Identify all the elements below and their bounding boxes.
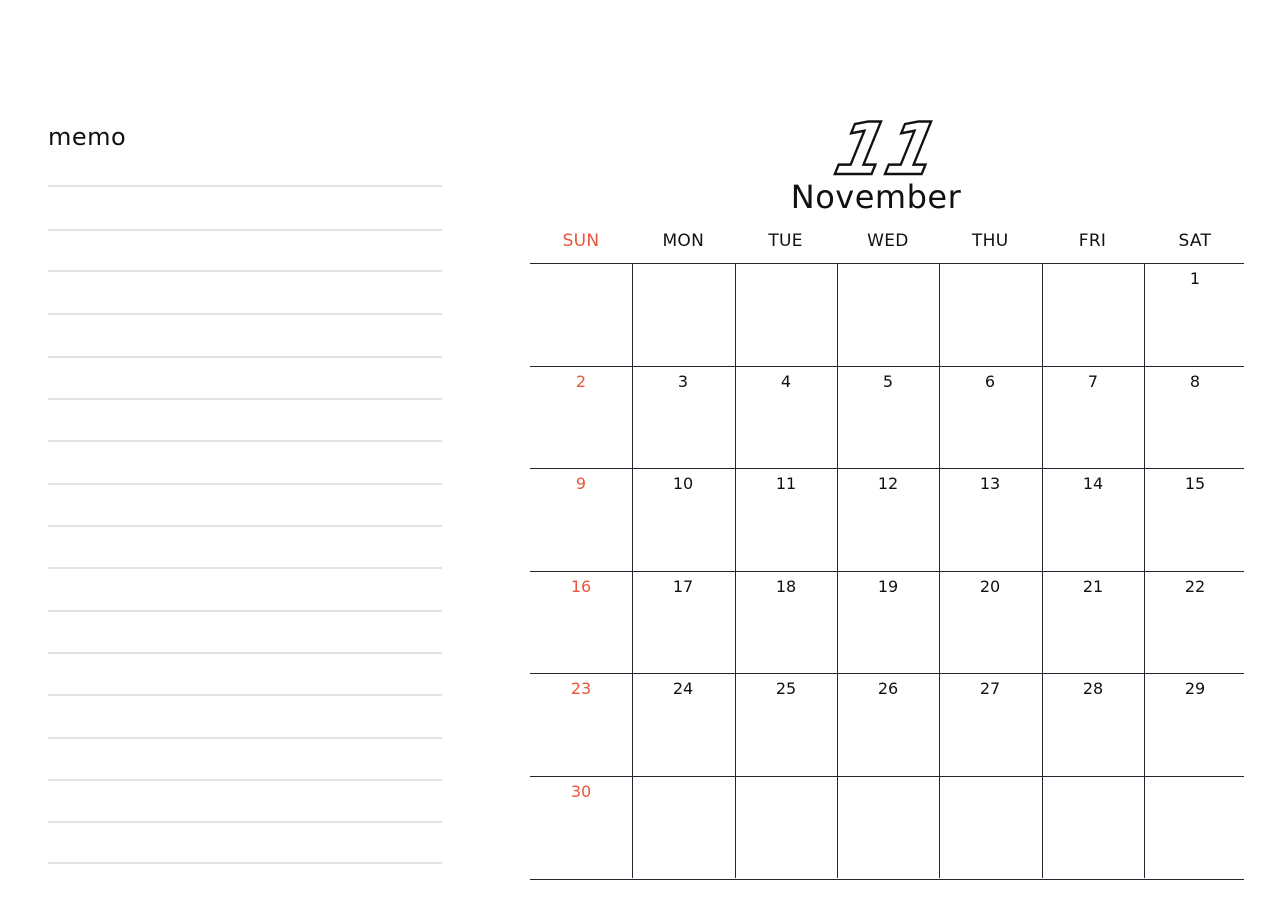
day-number: 1 <box>1189 269 1201 288</box>
day-number: 20 <box>979 577 1001 596</box>
day-number: 3 <box>677 372 689 391</box>
day-cell-23[interactable] <box>530 673 632 775</box>
day-number: 7 <box>1087 372 1099 391</box>
memo-line <box>48 567 442 569</box>
day-number: 17 <box>672 577 694 596</box>
memo-line <box>48 313 442 315</box>
day-cell-empty <box>632 263 734 365</box>
day-cell-empty <box>837 776 939 878</box>
weekday-sat: SAT <box>1178 231 1212 251</box>
day-cell-28[interactable] <box>1042 673 1144 775</box>
weekday-fri: FRI <box>1078 231 1107 251</box>
day-number: 23 <box>570 679 592 698</box>
day-number: 15 <box>1184 474 1206 493</box>
day-number: 24 <box>672 679 694 698</box>
day-number: 18 <box>775 577 797 596</box>
day-number: 29 <box>1184 679 1206 698</box>
day-cell-2[interactable] <box>530 366 632 468</box>
day-cell-4[interactable] <box>735 366 837 468</box>
memo-line <box>48 185 442 187</box>
weekday-tue: TUE <box>768 231 803 251</box>
day-number: 27 <box>979 679 1001 698</box>
memo-line <box>48 737 442 739</box>
day-number: 16 <box>570 577 592 596</box>
day-cell-6[interactable] <box>939 366 1041 468</box>
month-number: 11 <box>827 107 946 192</box>
memo-lines <box>48 0 442 916</box>
month-name: November <box>790 178 962 216</box>
day-cell-20[interactable] <box>939 571 1041 673</box>
day-cell-7[interactable] <box>1042 366 1144 468</box>
day-cell-29[interactable] <box>1144 673 1246 775</box>
day-cell-9[interactable] <box>530 468 632 570</box>
day-number: 28 <box>1082 679 1104 698</box>
day-cell-empty <box>735 776 837 878</box>
day-number: 14 <box>1082 474 1104 493</box>
day-cell-19[interactable] <box>837 571 939 673</box>
day-cell-empty <box>1144 776 1246 878</box>
day-cell-18[interactable] <box>735 571 837 673</box>
day-number: 11 <box>775 474 797 493</box>
memo-line <box>48 270 442 272</box>
day-cell-17[interactable] <box>632 571 734 673</box>
day-cell-empty <box>939 263 1041 365</box>
memo-line <box>48 398 442 400</box>
weekday-wed: WED <box>867 231 909 251</box>
memo-line <box>48 229 442 231</box>
day-cell-empty <box>939 776 1041 878</box>
grid-row-divider <box>530 879 1244 880</box>
day-cell-3[interactable] <box>632 366 734 468</box>
day-number: 22 <box>1184 577 1206 596</box>
day-number: 10 <box>672 474 694 493</box>
memo-title: memo <box>48 123 127 151</box>
weekday-thu: THU <box>971 231 1009 251</box>
day-number: 2 <box>575 372 587 391</box>
day-number: 25 <box>775 679 797 698</box>
day-cell-25[interactable] <box>735 673 837 775</box>
day-cell-24[interactable] <box>632 673 734 775</box>
day-cell-21[interactable] <box>1042 571 1144 673</box>
day-cell-30[interactable] <box>530 776 632 878</box>
day-number: 5 <box>882 372 894 391</box>
day-cell-empty <box>1042 263 1144 365</box>
day-cell-14[interactable] <box>1042 468 1144 570</box>
day-cell-10[interactable] <box>632 468 734 570</box>
day-cell-empty <box>530 263 632 365</box>
memo-line <box>48 779 442 781</box>
day-number: 21 <box>1082 577 1104 596</box>
memo-line <box>48 862 442 864</box>
day-cell-22[interactable] <box>1144 571 1246 673</box>
weekday-mon: MON <box>662 231 705 251</box>
day-number: 4 <box>780 372 792 391</box>
day-number: 9 <box>575 474 587 493</box>
day-cell-8[interactable] <box>1144 366 1246 468</box>
day-cell-empty <box>837 263 939 365</box>
memo-line <box>48 356 442 358</box>
weekday-sun: SUN <box>562 231 600 251</box>
day-number: 13 <box>979 474 1001 493</box>
memo-line <box>48 440 442 442</box>
day-cell-1[interactable] <box>1144 263 1246 365</box>
memo-line <box>48 652 442 654</box>
day-cell-empty <box>1042 776 1144 878</box>
day-number: 6 <box>984 372 996 391</box>
day-cell-empty <box>735 263 837 365</box>
memo-line <box>48 694 442 696</box>
memo-line <box>48 525 442 527</box>
month-number-outline <box>827 107 946 192</box>
memo-line <box>48 821 442 823</box>
day-number: 26 <box>877 679 899 698</box>
day-number: 30 <box>570 782 592 801</box>
day-cell-15[interactable] <box>1144 468 1246 570</box>
day-cell-27[interactable] <box>939 673 1041 775</box>
day-cell-16[interactable] <box>530 571 632 673</box>
day-number: 8 <box>1189 372 1201 391</box>
day-cell-5[interactable] <box>837 366 939 468</box>
day-cell-11[interactable] <box>735 468 837 570</box>
day-number: 19 <box>877 577 899 596</box>
day-cell-26[interactable] <box>837 673 939 775</box>
day-cell-13[interactable] <box>939 468 1041 570</box>
day-number: 12 <box>877 474 899 493</box>
day-cell-12[interactable] <box>837 468 939 570</box>
day-cell-empty <box>632 776 734 878</box>
memo-line <box>48 610 442 612</box>
memo-line <box>48 483 442 485</box>
